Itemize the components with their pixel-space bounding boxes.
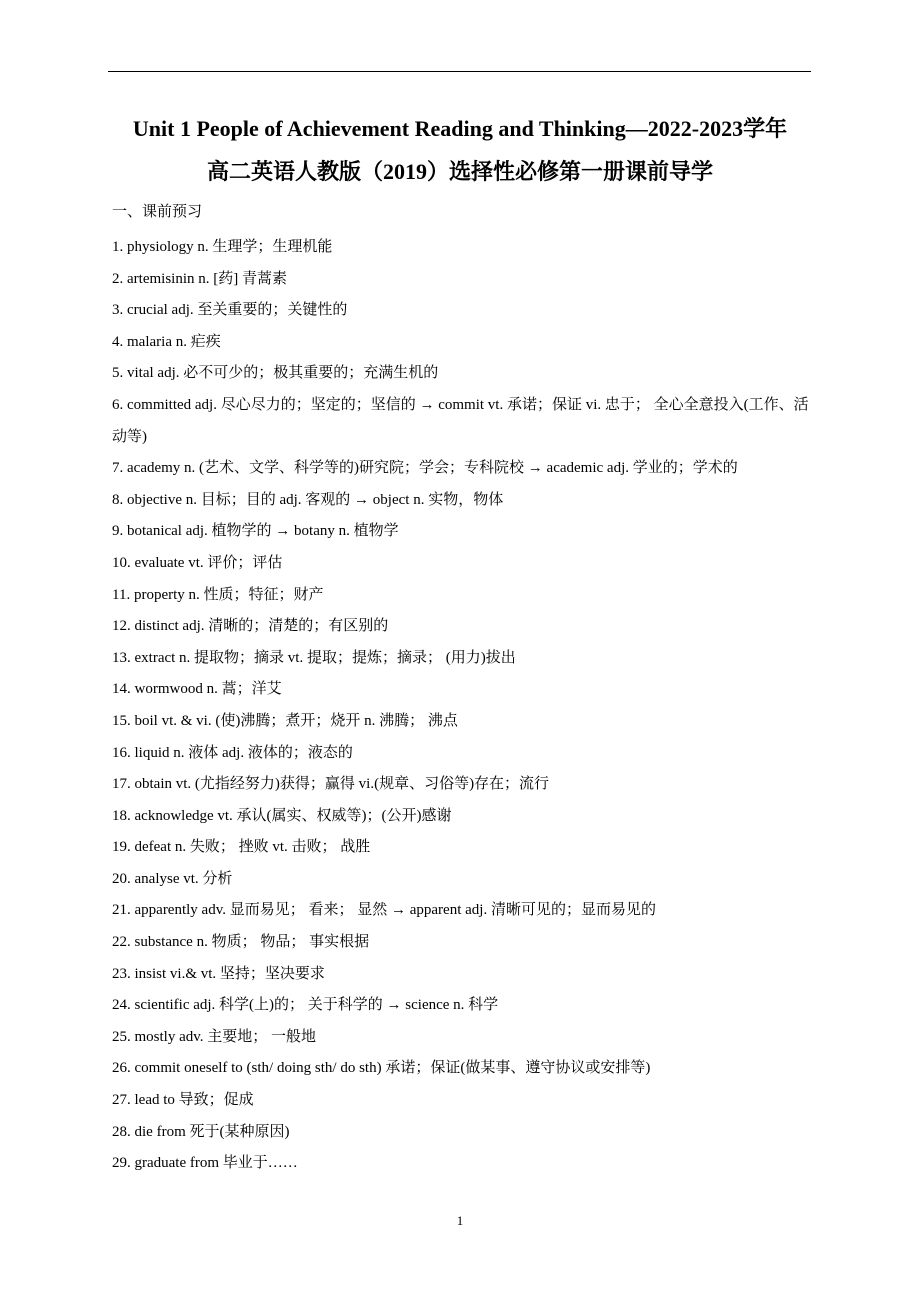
vocabulary-item: 13. extract n. 提取物；摘录 vt. 提取；提炼；摘录； (用力)拔出 bbox=[112, 649, 516, 666]
vocabulary-item: 16. liquid n. 液体 adj. 液体的；液态的 bbox=[112, 744, 353, 761]
document-title-line-2: 高二英语人教版（2019）选择性必修第一册课前导学 bbox=[206, 159, 713, 184]
vocabulary-item: 15. boil vt. & vi. (使)沸腾；煮开；烧开 n. 沸腾； 沸点 bbox=[112, 712, 458, 729]
vocabulary-item: 4. malaria n. 疟疾 bbox=[112, 333, 221, 350]
vocabulary-item: 17. obtain vt. (尤指经努力)获得；赢得 vi.(规章、习俗等)存在；流行 bbox=[112, 776, 550, 793]
vocabulary-item: 11. property n. 性质；特征；财产 bbox=[112, 586, 324, 603]
vocabulary-item: 14. wormwood n. 蒿；洋艾 bbox=[112, 681, 282, 698]
vocabulary-item: 3. crucial adj. 至关重要的；关键性的 bbox=[112, 302, 348, 319]
vocabulary-item: 27. lead to 导致；促成 bbox=[112, 1092, 254, 1109]
vocabulary-item: 20. analyse vt. 分析 bbox=[112, 870, 233, 887]
page-number: 1 bbox=[456, 1213, 464, 1228]
vocabulary-item: 25. mostly adv. 主要地； 一般地 bbox=[112, 1028, 317, 1045]
vocabulary-item: 5. vital adj. 必不可少的；极其重要的；充满生机的 bbox=[112, 365, 439, 382]
vocabulary-item: 19. defeat n. 失败； 挫败 vt. 击败； 战胜 bbox=[112, 839, 371, 856]
vocabulary-item: 10. evaluate vt. 评价；评估 bbox=[112, 554, 283, 571]
section-heading: 一、课前预习 bbox=[112, 204, 203, 220]
vocabulary-item: 7. academy n. (艺术、文学、科学等的)研究院；学会；专科院校 → academic adj. 学业的；学术的 bbox=[112, 460, 738, 477]
vocabulary-item: 9. botanical adj. 植物学的 → botany n. 植物学 bbox=[112, 523, 399, 540]
document-title-line-1: Unit 1 People of Achievement Reading and Thinking—2022-2023学年 bbox=[132, 116, 788, 141]
header-rule bbox=[108, 71, 811, 72]
vocabulary-item: 6. committed adj. 尽心尽力的；坚定的；坚信的 → commit vt. 承诺；保证 vi. 忠于； 全心全意投入(工作、活动等) bbox=[112, 396, 809, 445]
vocabulary-item: 8. objective n. 目标；目的 adj. 客观的 → object n. 实物，物体 bbox=[112, 491, 504, 508]
vocabulary-item: 24. scientific adj. 科学(上)的； 关于科学的 → science n. 科学 bbox=[112, 997, 499, 1014]
vocabulary-item: 23. insist vi.& vt. 坚持；坚决要求 bbox=[112, 965, 325, 982]
vocabulary-item: 18. acknowledge vt. 承认(属实、权威等)；(公开)感谢 bbox=[112, 807, 452, 824]
vocabulary-item: 1. physiology n. 生理学；生理机能 bbox=[112, 239, 333, 255]
vocabulary-item: 22. substance n. 物质； 物品； 事实根据 bbox=[112, 934, 370, 951]
vocabulary-item: 12. distinct adj. 清晰的；清楚的；有区别的 bbox=[112, 618, 389, 635]
vocabulary-item: 21. apparently adv. 显而易见； 看来； 显然 → apparent adj. 清晰可见的；显而易见的 bbox=[112, 902, 656, 919]
vocabulary-item: 26. commit oneself to (sth/ doing sth/ do sth) 承诺；保证(做某事、遵守协议或安排等) bbox=[112, 1060, 651, 1077]
vocabulary-list bbox=[112, 232, 812, 1180]
vocabulary-item: 28. die from 死于(某种原因) bbox=[112, 1123, 290, 1140]
vocabulary-item: 2. artemisinin n. [药] 青蒿素 bbox=[112, 270, 287, 287]
vocabulary-item: 29. graduate from 毕业于…… bbox=[112, 1155, 298, 1172]
